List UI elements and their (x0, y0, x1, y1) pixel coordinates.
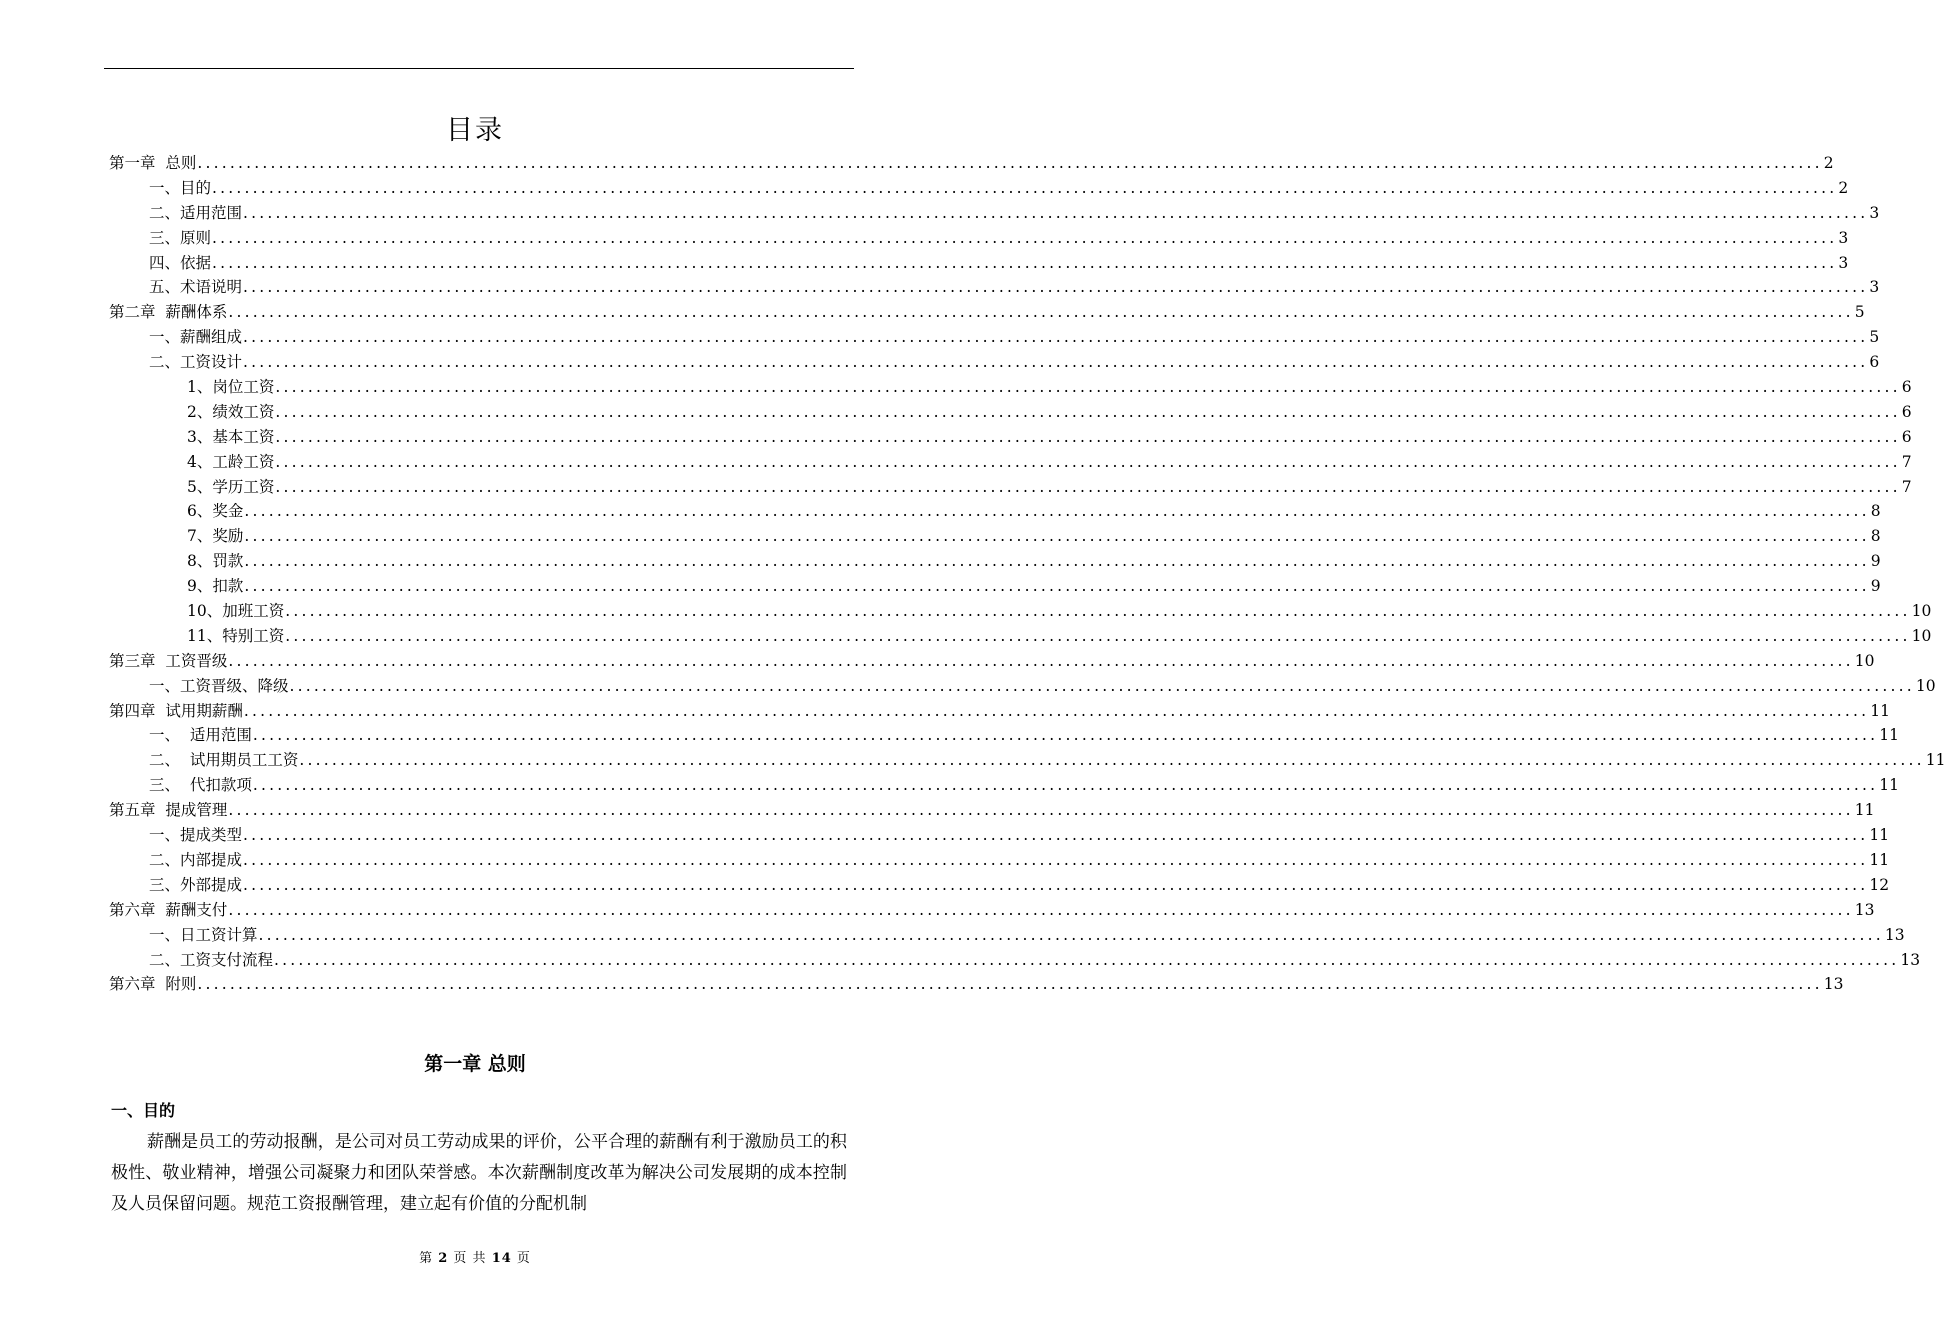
toc-entry-page: 12 (1869, 875, 1890, 894)
toc-dot-leader: ........................................................................................................................................................................................................ (285, 626, 1911, 645)
toc-entry-label: 二、工资支付流程 (149, 950, 274, 969)
toc-dot-leader: ........................................................................................................................................................................................................ (299, 751, 1925, 770)
toc-entry-label: 五、术语说明 (149, 278, 243, 297)
chapter-heading: 第一章 总则 (424, 1053, 526, 1075)
toc-entry-page: 13 (1900, 950, 1921, 969)
toc-dot-leader: ........................................................................................................................................................................................................ (285, 602, 1911, 621)
toc-entry-label: 第四章 试用期薪酬 (109, 701, 243, 720)
toc-dot-leader: ........................................................................................................................................................................................................ (243, 353, 1869, 372)
toc-dot-leader: ........................................................................................................................................................................................................ (244, 527, 1870, 546)
toc-dot-leader: ........................................................................................................................................................................................................ (275, 452, 1901, 471)
toc-entry-label: 二、适用范围 (149, 203, 243, 222)
page-footer (0, 1247, 950, 1266)
toc-entry-label: 一、提成类型 (149, 826, 243, 845)
toc-entry-page: 7 (1901, 477, 1912, 496)
toc-dot-leader: ........................................................................................................................................................................................................ (243, 850, 1869, 869)
toc-entry-label: 8、罚款 (187, 552, 244, 571)
toc-entry[interactable] (109, 823, 1890, 848)
toc-entry-page: 7 (1901, 452, 1912, 471)
toc-dot-leader: ........................................................................................................................................................................................................ (228, 900, 1854, 919)
toc-entry-label: 一、目的 (149, 178, 212, 197)
toc-entry[interactable] (109, 923, 1905, 948)
toc-title: 目录 (446, 115, 504, 146)
toc-entry-page: 11 (1870, 701, 1890, 720)
toc-entry-page: 11 (1925, 751, 1946, 770)
toc-dot-leader: ........................................................................................................................................................................................................ (275, 477, 1901, 496)
toc-dot-leader: ........................................................................................................................................................................................................ (275, 427, 1901, 446)
toc-entry[interactable] (109, 873, 1890, 898)
toc-entry[interactable] (109, 475, 1912, 500)
toc-entry[interactable] (109, 350, 1880, 375)
toc-entry[interactable] (109, 251, 1849, 276)
toc-entry-label: 第二章 薪酬体系 (109, 303, 228, 322)
toc-entry-page: 11 (1869, 850, 1890, 869)
toc-entry-page: 2 (1838, 178, 1849, 197)
toc-entry-label: 二、 试用期员工工资 (149, 751, 299, 770)
toc-entry-page: 11 (1879, 776, 1899, 795)
toc-entry-page: 6 (1901, 402, 1912, 421)
toc-entry-page: 9 (1870, 552, 1881, 571)
toc-entry-label: 10、加班工资 (187, 602, 285, 621)
toc-entry-label: 二、内部提成 (149, 850, 243, 869)
toc-dot-leader: ........................................................................................................................................................................................................ (228, 303, 1854, 322)
toc-entry-label: 2、绩效工资 (187, 402, 275, 421)
footer-total-pages: 14 (491, 1251, 512, 1266)
toc-entry-label: 一、日工资计算 (149, 925, 258, 944)
toc-entry[interactable] (109, 176, 1849, 201)
toc-entry-page: 6 (1901, 427, 1912, 446)
toc-entry-page: 10 (1911, 626, 1932, 645)
body-paragraph: 薪酬是员工的劳动报酬，是公司对员工劳动成果的评价，公平合理的薪酬有利于激励员工的积极性、敬业精神，增强公司凝聚力和团队荣誉感。本次薪酬制度改革为解决公司发展期的成本控制及人员保留问题。规范工资报酬管理，建立起有价值的分配机制 (111, 1132, 847, 1214)
toc-entry[interactable] (109, 898, 1875, 923)
footer-middle: 页 共 (453, 1251, 487, 1266)
toc-entry-label: 3、基本工资 (187, 427, 275, 446)
toc-entry[interactable] (109, 499, 1881, 524)
toc-dot-leader: ........................................................................................................................................................................................................ (243, 203, 1869, 222)
toc-entry-page: 2 (1823, 154, 1834, 172)
toc-entry-page: 3 (1838, 228, 1849, 247)
toc-entry-label: 9、扣款 (187, 577, 244, 596)
toc-entry-page: 9 (1870, 577, 1881, 596)
toc-entry-label: 四、依据 (149, 253, 212, 272)
toc-dot-leader: ........................................................................................................................................................................................................ (289, 676, 1915, 695)
toc-dot-leader: ........................................................................................................................................................................................................ (212, 228, 1838, 247)
toc-entry[interactable] (109, 674, 1936, 699)
toc-entry-label: 三、原则 (149, 228, 212, 247)
toc-entry[interactable] (109, 524, 1881, 549)
toc-dot-leader: ........................................................................................................................................................................................................ (212, 178, 1838, 197)
toc-dot-leader: ........................................................................................................................................................................................................ (275, 402, 1901, 421)
toc-entry-label: 一、 适用范围 (149, 726, 252, 745)
toc-entry-label: 二、工资设计 (149, 353, 243, 372)
toc-entry[interactable] (109, 624, 1932, 649)
toc-entry-label: 第三章 工资晋级 (109, 651, 228, 670)
toc-entry[interactable] (109, 325, 1880, 350)
toc-entry-label: 第一章 总则 (109, 154, 197, 172)
section-heading: 一、目的 (111, 1101, 176, 1120)
toc-entry-label: 6、奖金 (187, 502, 244, 521)
toc-entry[interactable] (109, 151, 1834, 176)
toc-entry[interactable] (109, 748, 1946, 773)
toc-dot-leader: ........................................................................................................................................................................................................ (243, 278, 1869, 297)
toc-entry-label: 第五章 提成管理 (109, 801, 228, 820)
toc-entry-label: 4、工龄工资 (187, 452, 275, 471)
toc-dot-leader: ........................................................................................................................................................................................................ (228, 801, 1854, 820)
toc-entry[interactable] (109, 699, 1890, 724)
toc-entry-page: 8 (1870, 502, 1881, 521)
toc-dot-leader: ........................................................................................................................................................................................................ (243, 875, 1869, 894)
toc-entry-label: 5、学历工资 (187, 477, 275, 496)
toc-entry-page: 5 (1869, 328, 1880, 347)
toc-entry-label: 一、工资晋级、降级 (149, 676, 289, 695)
toc-entry[interactable] (109, 848, 1890, 873)
toc-entry[interactable] (109, 425, 1912, 450)
toc-dot-leader: ........................................................................................................................................................................................................ (274, 950, 1900, 969)
toc-entry-label: 1、岗位工资 (187, 378, 275, 397)
toc-entry-label: 第六章 薪酬支付 (109, 900, 228, 919)
toc-dot-leader: ........................................................................................................................................................................................................ (197, 975, 1823, 994)
toc-dot-leader: ........................................................................................................................................................................................................ (252, 776, 1879, 795)
toc-entry-page: 10 (1915, 676, 1936, 695)
toc-entry-page: 13 (1854, 900, 1875, 919)
toc-entry-label: 第六章 附则 (109, 975, 197, 994)
toc-entry-page: 3 (1869, 203, 1880, 222)
toc-entry-page: 3 (1869, 278, 1880, 297)
toc-entry[interactable] (109, 574, 1881, 599)
toc-dot-leader: ........................................................................................................................................................................................................ (228, 651, 1854, 670)
toc-entry[interactable] (109, 226, 1849, 251)
toc-entry-page: 6 (1901, 378, 1912, 397)
toc-entry-page: 10 (1911, 602, 1932, 621)
toc-entry-label: 一、薪酬组成 (149, 328, 243, 347)
toc-entry[interactable] (109, 375, 1912, 400)
toc-entry[interactable] (109, 549, 1881, 574)
toc-dot-leader: ........................................................................................................................................................................................................ (243, 701, 1870, 720)
toc-entry[interactable] (109, 649, 1875, 674)
toc-entry[interactable] (109, 972, 1844, 997)
toc-entry-label: 三、外部提成 (149, 875, 243, 894)
toc-dot-leader: ........................................................................................................................................................................................................ (212, 253, 1838, 272)
toc-entry[interactable] (109, 948, 1921, 973)
toc-entry-label: 11、特别工资 (187, 626, 285, 645)
table-of-contents (109, 151, 1946, 997)
toc-entry-page: 6 (1869, 353, 1880, 372)
toc-entry[interactable] (109, 450, 1912, 475)
toc-dot-leader: ........................................................................................................................................................................................................ (252, 726, 1879, 745)
toc-entry-label: 三、 代扣款项 (149, 776, 252, 795)
toc-entry[interactable] (109, 275, 1880, 300)
toc-dot-leader: ........................................................................................................................................................................................................ (275, 378, 1901, 397)
toc-entry-page: 5 (1854, 303, 1865, 322)
toc-entry-page: 3 (1838, 253, 1849, 272)
footer-prefix: 第 (419, 1251, 434, 1266)
toc-dot-leader: ........................................................................................................................................................................................................ (243, 826, 1869, 845)
toc-entry-page: 11 (1869, 826, 1890, 845)
footer-suffix: 页 (516, 1251, 531, 1266)
toc-entry[interactable] (109, 300, 1865, 325)
toc-entry-page: 13 (1823, 975, 1844, 994)
toc-dot-leader: ........................................................................................................................................................................................................ (244, 552, 1870, 571)
toc-entry-page: 8 (1870, 527, 1881, 546)
toc-dot-leader: ........................................................................................................................................................................................................ (258, 925, 1884, 944)
toc-dot-leader: ........................................................................................................................................................................................................ (244, 502, 1870, 521)
toc-entry-page: 10 (1854, 651, 1875, 670)
toc-entry-page: 13 (1884, 925, 1905, 944)
toc-dot-leader: ........................................................................................................................................................................................................ (197, 154, 1823, 172)
toc-entry[interactable] (109, 773, 1899, 798)
toc-entry-page: 11 (1879, 726, 1899, 745)
toc-entry[interactable] (109, 723, 1899, 748)
toc-dot-leader: ........................................................................................................................................................................................................ (243, 328, 1869, 347)
toc-entry-label: 7、奖励 (187, 527, 244, 546)
toc-dot-leader: ........................................................................................................................................................................................................ (244, 577, 1870, 596)
toc-entry-page: 11 (1854, 801, 1875, 820)
toc-entry[interactable] (109, 798, 1875, 823)
footer-current-page: 2 (438, 1251, 449, 1266)
header-rule (104, 68, 854, 69)
toc-entry[interactable] (109, 201, 1880, 226)
toc-entry[interactable] (109, 400, 1912, 425)
toc-entry[interactable] (109, 599, 1932, 624)
